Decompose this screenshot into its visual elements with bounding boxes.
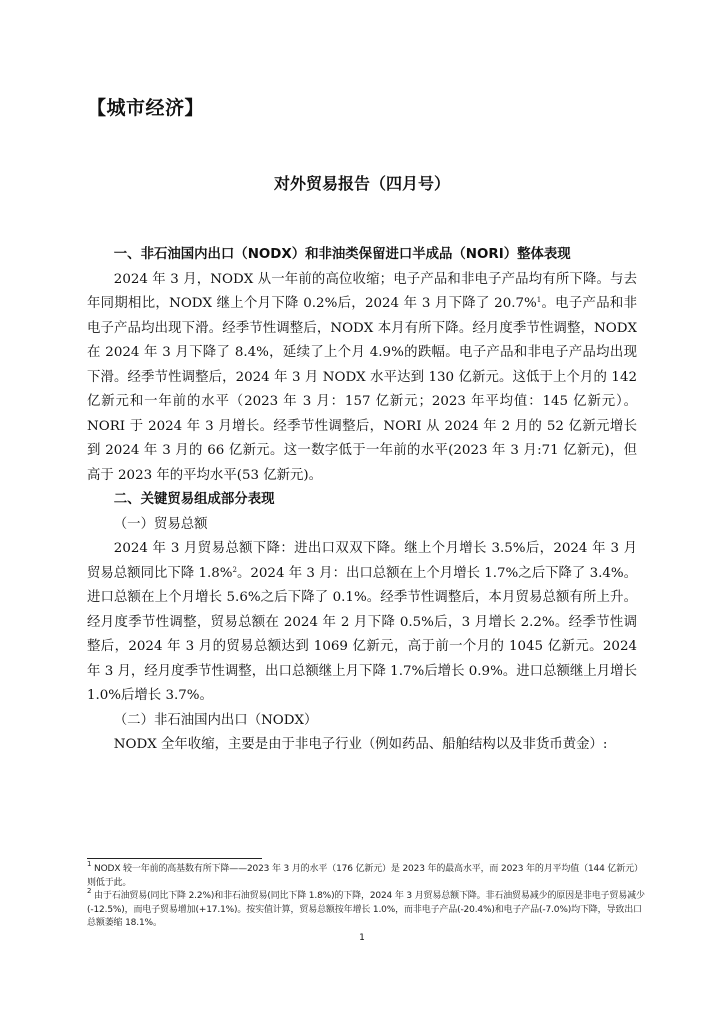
subheading-nodx: （二）非石油国内出口（NODX） bbox=[113, 712, 318, 728]
footnotes bbox=[87, 860, 647, 931]
page-number: 1 bbox=[359, 933, 365, 943]
footnote-number: 2 bbox=[87, 887, 92, 895]
footnote-divider bbox=[87, 858, 262, 859]
paragraph-text: 2024 年 3 月贸易总额下降：进出口双双下降。继上个月增长 3.5%后，2024 年 3 月贸易总额同比下降 1.8% bbox=[87, 541, 637, 581]
paragraph-text: 。2024 年 3 月：出口总额在上个月增长 1.7%之后下降了 3.4%。进口总额在上个月增长 5.6%之后下降了 0.1%。经季节性调整后，本月贸易总额有所上升。经月度季节性调整，贸易总额在 2024 年 2 月下降 0.5%后，3 月增长 2.2%。经季节性调整后，2024 年 3 月的贸易总额达到 1069 亿新元，高于前一个月的 1045 亿新元。2024 年 3 月，经月度季节性调整，出口总额继上月下降 1.7%后增长 0.9%。进口总额继上月增长 1.0%后增长 3.7%。 bbox=[87, 565, 637, 703]
report-body bbox=[87, 243, 637, 758]
paragraph-nodx: NODX 全年收缩，主要是由于非电子行业（例如药品、船舶结构以及非货币黄金）: bbox=[113, 737, 608, 752]
paragraph-total-trade bbox=[87, 537, 637, 709]
footnote-1 bbox=[87, 860, 647, 890]
paragraph-text: 2024 年 3 月，NODX 从一年前的高位收缩；电子产品和非电子产品均有所下降。与去年同期相比，NODX 继上个月下降 0.2%后，2024 年 3 月下降了 20.7% bbox=[87, 271, 637, 311]
page-title: 对外贸易报告（四月号） bbox=[273, 174, 450, 193]
paragraph-text: 。电子产品和非电子产品均出现下滑。经季节性调整后，NODX 本月有所下降。经月度季节性调整，NODX 在 2024 年 3 月下降了 8.4%，延续了上个月 4.9%的跌幅。电子产品和非电子产品均出现下滑。经季节性调整后，2024 年 3 月 NODX 水平达到 130 亿新元。这低于上个月的 142 亿新元和一年前的水平（2023 年 3 月：157 亿新元；2023 年平均值：145 亿新元）。NORI 于 2024 年 3 月增长。经季节性调整后，NORI 从 2024 年 2 月的 52 亿新元增长到 2024 年 3 月的 66 亿新元。这一数字低于一年前的水平(2023 年 3 月:71 亿新元)，但高于 2023 年的平均水平(53 亿新元)。 bbox=[87, 296, 637, 483]
heading-overall-performance: 一、非石油国内出口（NODX）和非油类保留进口半成品（NORI）整体表现 bbox=[113, 247, 571, 262]
footnote-text: 由于石油贸易(同比下降 2.2%)和非石油贸易(同比下降 1.8%)的下降，2024 年 3 月贸易总额下降。非石油贸易减少的原因是非电子贸易减少(-12.5%)，而电子贸易增加(+17.1%)。按实值计算，贸易总额按年增长 1.0%，而非电子产品(-20.4%)和电子产品(-7.0%)均下降，导致出口总额萎缩 18.1%。 bbox=[87, 891, 645, 928]
paragraph-nodx-nori bbox=[87, 268, 637, 489]
footnote-ref-1[interactable]: 1 bbox=[536, 296, 542, 304]
footnote-ref-2[interactable]: 2 bbox=[232, 565, 237, 574]
footnote-text: NODX 较一年前的高基数有所下降——2023 年 3 月的水平（176 亿新元）是 2023 年的最高水平，而 2023 年的月平均值（144 亿新元）则低于此。 bbox=[87, 864, 643, 888]
subheading-total-trade: （一）贸易总额 bbox=[113, 516, 208, 532]
heading-key-components: 二、关键贸易组成部分表现 bbox=[113, 492, 275, 507]
footnote-number: 1 bbox=[87, 860, 92, 868]
footnote-2 bbox=[87, 887, 647, 931]
section-tag: 【城市经济】 bbox=[87, 97, 205, 119]
